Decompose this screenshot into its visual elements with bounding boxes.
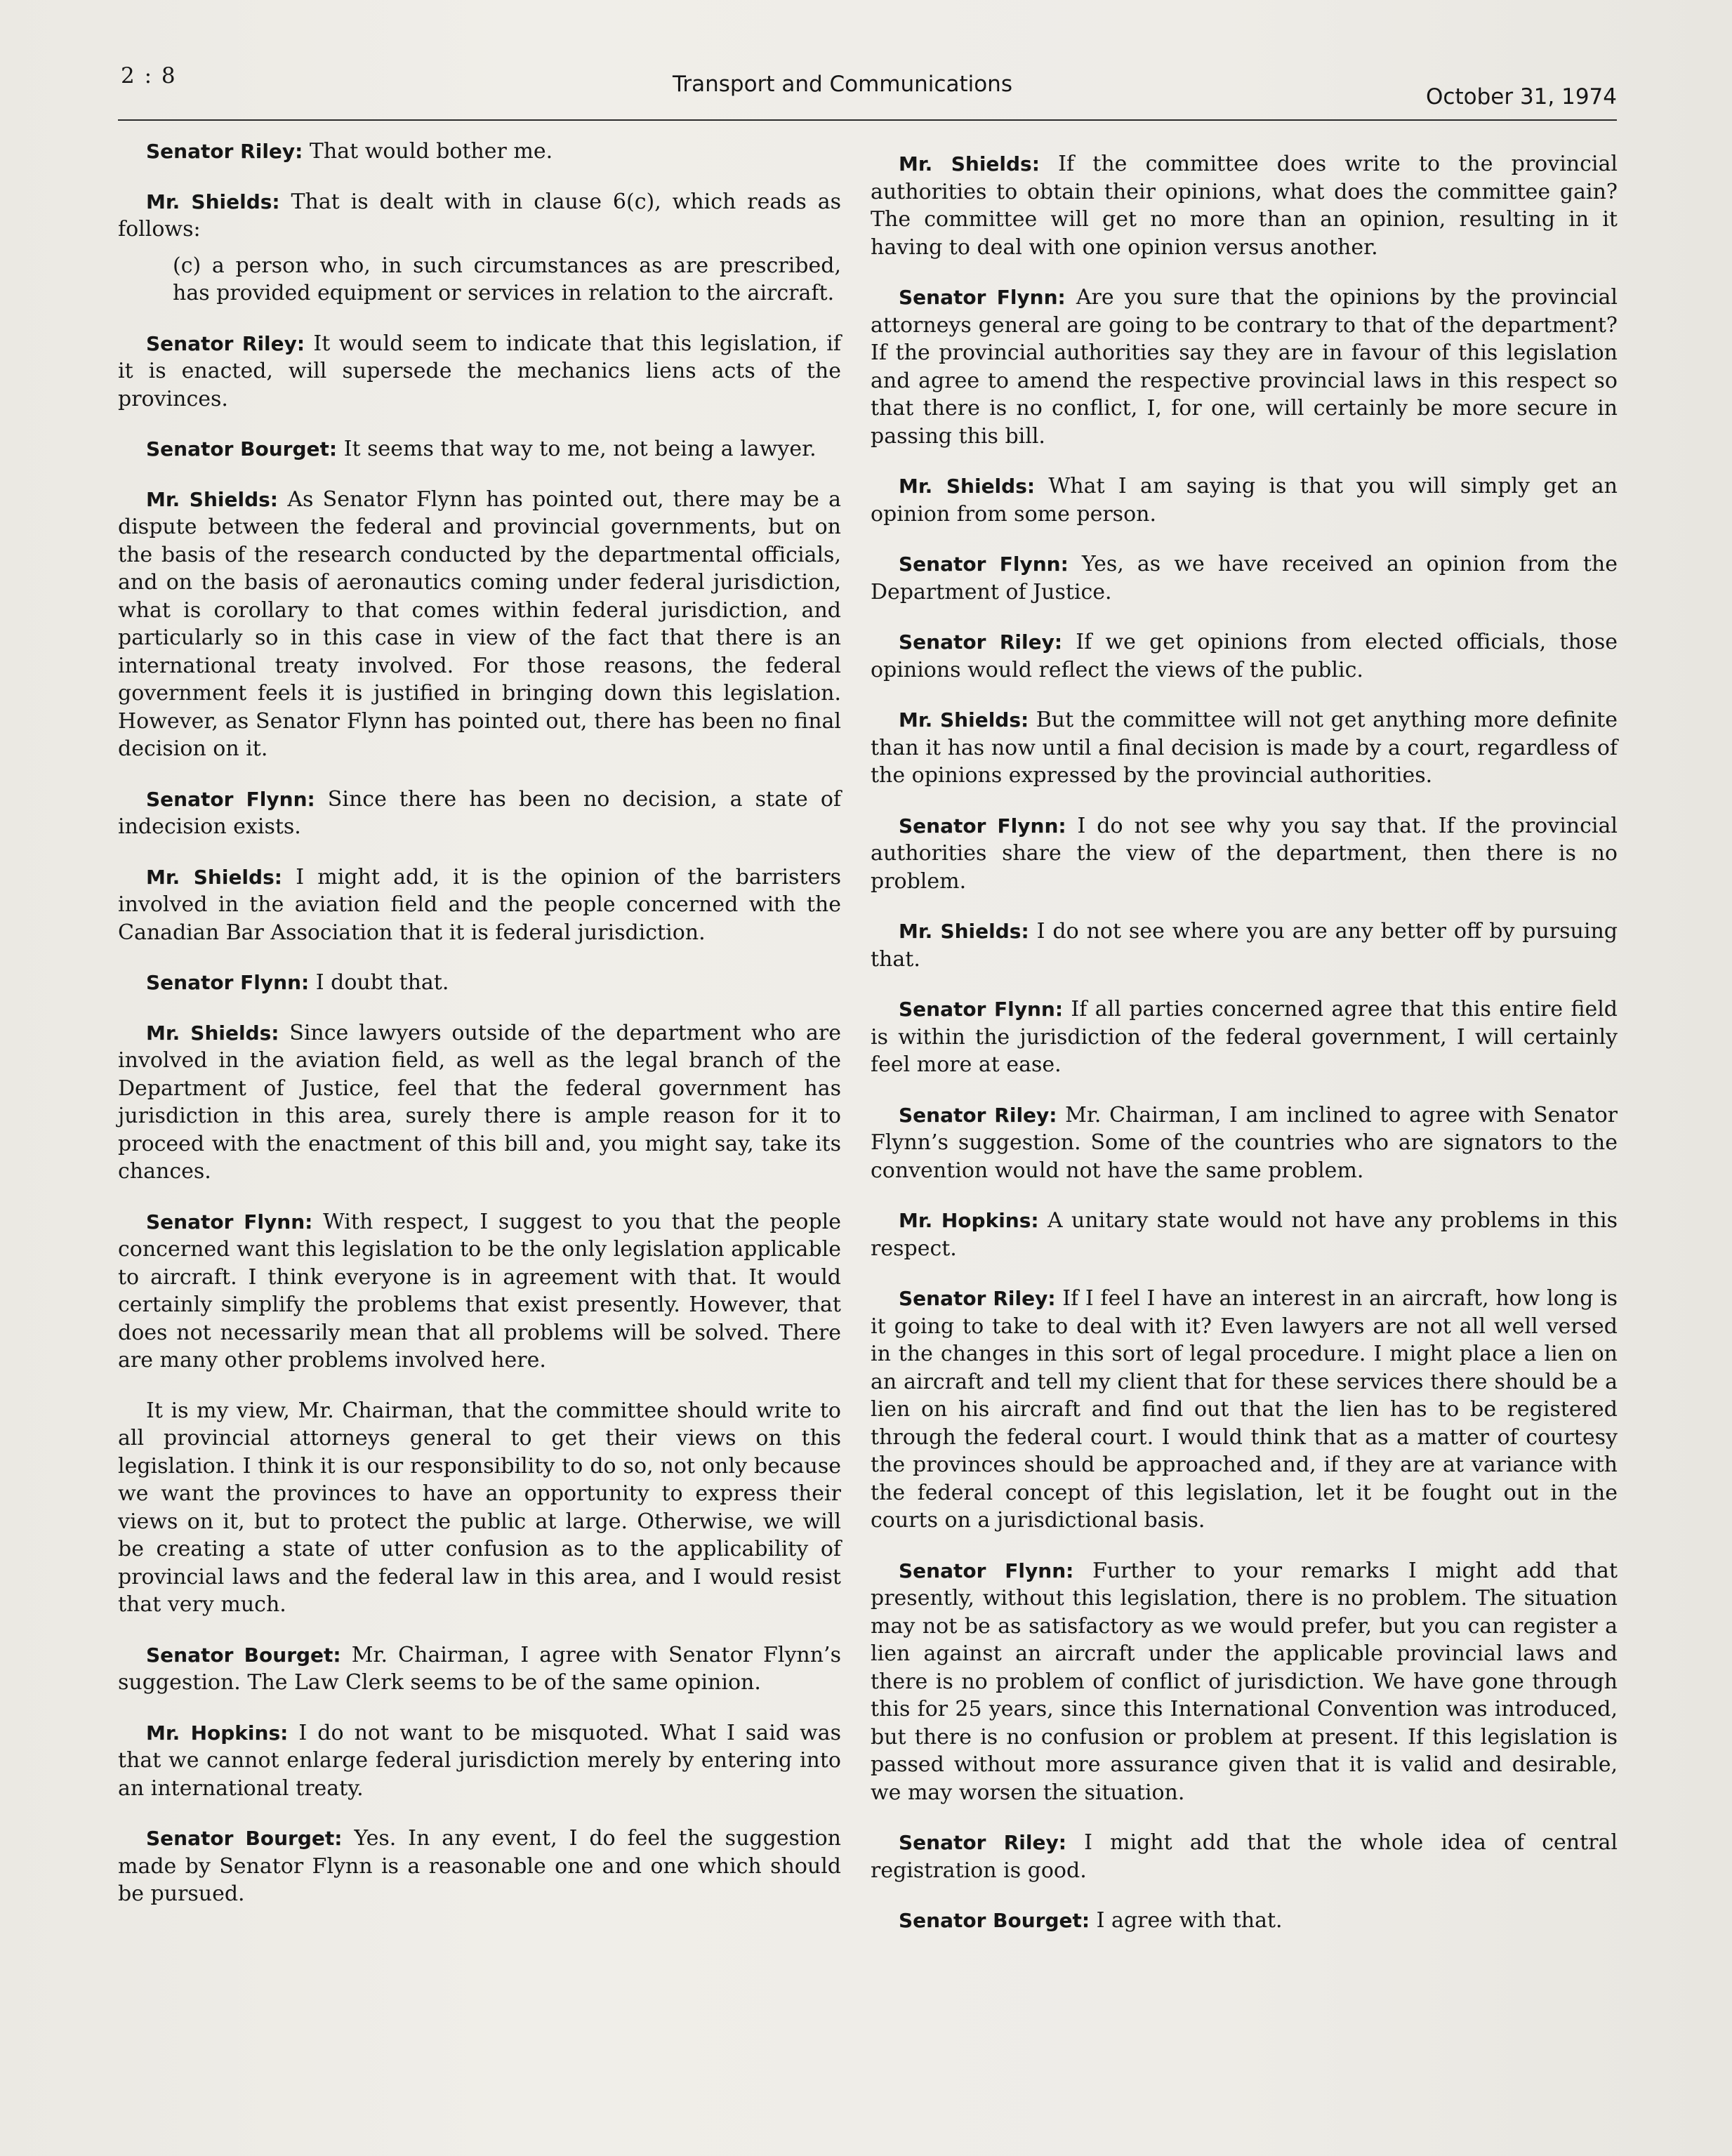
transcript-paragraph xyxy=(118,330,841,414)
speech-text: Since there has been no decision, a state of indecision exists. xyxy=(118,786,841,839)
speaker-name: Senator Flynn: xyxy=(899,814,1066,838)
speaker-name: Senator Riley: xyxy=(146,331,305,355)
transcript-paragraph xyxy=(871,150,1618,261)
speech-text: I agree with that. xyxy=(1096,1908,1283,1933)
speech-text: That is dealt with in clause 6(c), which reads as follows: xyxy=(118,189,841,242)
speaker-name: Mr. Shields: xyxy=(146,190,280,213)
speech-text: I might add that the whole idea of central registration is good. xyxy=(871,1830,1618,1883)
speech-text: If I feel I have an interest in an aircraft, how long is it going to take to deal with it? Even lawyers are not all well versed in the changes in this sort of legal procedure. I might place a lien on an aircraft and tell my client that for these services there should be a lien on his aircraft and find out that the lien has to be registered through the federal court. I would think that as a matter of courtesy the provinces should be approached and, if they are at variance with the federal concept of this legislation, let it be fought out in the courts on a jurisdictional basis. xyxy=(871,1286,1618,1533)
publication-title: Transport and Communications xyxy=(673,72,1012,97)
speech-text: As Senator Flynn has pointed out, there may be a dispute between the federal and provincial governments, but on the basis of the research conducted by the departmental officials, and on the basis of aeronautics coming under federal jurisdiction, what is corollary to that comes within federal jurisdiction, and particularly so in this case in view of the fact that there is an international treaty involved. For those reasons, the federal government feels it is justified in bringing down this legislation. However, as Senator Flynn has pointed out, there has been no final decision on it. xyxy=(118,487,842,761)
speech-text: If the committee does write to the provincial authorities to obtain their opinions, what does the committee gain? The committee will get no more than an opinion, resulting in it having to deal with one opinion versus another. xyxy=(871,152,1618,260)
speech-text: Mr. Chairman, I am inclined to agree with Senator Flynn’s suggestion. Some of the countries who are signators to the convention would not have the same problem. xyxy=(871,1102,1618,1183)
transcript-paragraph xyxy=(871,1207,1618,1262)
speech-text: It seems that way to me, not being a lawyer. xyxy=(343,437,817,461)
transcript-paragraph xyxy=(871,996,1618,1079)
speaker-name: Senator Riley: xyxy=(899,1831,1066,1854)
transcript-paragraph xyxy=(118,138,841,166)
speech-text: It is my view, Mr. Chairman, that the committee should write to all provincial attorneys general to get their views on this legislation. I think it is our responsibility to do so, not only because we want the provinces to have an opportunity to express their views on it, but to protect the public at large. Otherwise, we will be creating a state of utter confusion as to the applicability of provincial laws and the federal law in this area, and I would resist that very much. xyxy=(118,1398,841,1617)
speaker-name: Mr. Hopkins: xyxy=(146,1721,289,1745)
quoted-clause xyxy=(173,252,841,307)
transcript-paragraph xyxy=(118,864,841,947)
speaker-name: Senator Bourget: xyxy=(146,437,338,461)
speaker-name: Mr. Shields: xyxy=(899,708,1029,732)
speech-text: Since lawyers outside of the department who are involved in the aviation field, as well as the legal branch of the Department of Justice, feel that the federal government has jurisdiction in this area, surely there is ample reason for it to proceed with the enactment of this bill and, you might say, take its chances. xyxy=(118,1020,841,1184)
transcript-paragraph xyxy=(118,486,841,763)
transcript-paragraph xyxy=(118,1641,841,1697)
transcript-paragraph xyxy=(871,918,1618,973)
speaker-name: Mr. Hopkins: xyxy=(899,1209,1039,1232)
speaker-name: Senator Flynn: xyxy=(899,1559,1074,1582)
speech-text: But the committee will not get anything more definite than it has now until a final decision is made by a court, regardless of the opinions expressed by the provincial authorities. xyxy=(871,708,1618,788)
transcript-paragraph xyxy=(871,1557,1618,1807)
transcript-paragraph xyxy=(118,969,841,997)
transcript-paragraph xyxy=(871,1102,1618,1185)
speech-text: I do not see where you are any better off by pursuing that. xyxy=(871,919,1618,972)
speaker-name: Mr. Shields: xyxy=(146,865,282,889)
speaker-name: Senator Flynn: xyxy=(146,787,315,811)
speaker-name: Senator Riley: xyxy=(899,1287,1056,1310)
speaker-name: Senator Flynn: xyxy=(146,1210,313,1234)
transcript-paragraph xyxy=(118,1825,841,1908)
speaker-name: Senator Bourget: xyxy=(899,1909,1090,1932)
page-number: 2 : 8 xyxy=(121,63,177,88)
transcript-paragraph xyxy=(118,188,841,244)
speaker-name: Senator Riley: xyxy=(899,630,1063,654)
speaker-name: Mr. Shields: xyxy=(899,152,1040,176)
speech-text: With respect, I suggest to you that the people concerned want this legislation to be the only legislation applicable to aircraft. I think everyone is in agreement with that. It would certainly simplify the problems that exist presently. However, that does not necessarily mean that all problems will be solved. There are many other problems involved here. xyxy=(118,1209,841,1373)
page-header xyxy=(118,60,1617,121)
transcript-paragraph xyxy=(871,284,1618,450)
transcript-paragraph xyxy=(871,550,1618,606)
transcript-paragraph xyxy=(871,812,1618,896)
clause-text: (c) a person who, in such circumstances as are prescribed, has provided equipment or services in relation to the aircraft. xyxy=(173,253,841,305)
speech-text: If we get opinions from elected officials, those opinions would reflect the views of the public. xyxy=(871,630,1618,682)
transcript-paragraph xyxy=(871,1907,1618,1935)
speech-text: That would bother me. xyxy=(309,139,553,164)
transcript-paragraph xyxy=(118,1719,841,1803)
speech-text: I doubt that. xyxy=(315,970,449,995)
speaker-name: Senator Bourget: xyxy=(146,1643,341,1667)
speaker-name: Mr. Shields: xyxy=(899,920,1029,943)
speech-text: Are you sure that the opinions by the provincial attorneys general are going to be contrary to that of the department? If the provincial authorities say they are in favour of this legislation and agree to amend the respective provincial laws in this respect so that there is no conflict, I, for one, will certainly be more secure in passing this bill. xyxy=(871,285,1618,449)
speech-text: It would seem to indicate that this legislation, if it is enacted, will supersede the mechanics liens acts of the provinces. xyxy=(118,331,842,411)
speech-text: Further to your remarks I might add that presently, without this legislation, there is no problem. The situation may not be as satisfactory as we would prefer, but you can register a lien against an aircraft under the applicable provincial laws and there is no problem of conflict of jurisdiction. We have gone through this for 25 years, since this International Convention was introduced, but there is no confusion or problem at present. If this legislation is passed without more assurance given that it is valid and desirable, we may worsen the situation. xyxy=(871,1558,1618,1805)
transcript-paragraph xyxy=(871,1285,1618,1535)
speaker-name: Senator Riley: xyxy=(146,140,303,163)
speaker-name: Senator Flynn: xyxy=(899,286,1066,309)
speech-text: Mr. Chairman, I agree with Senator Flynn’s suggestion. The Law Clerk seems to be of the same opinion. xyxy=(118,1642,841,1695)
transcript-paragraph xyxy=(118,1208,841,1375)
speech-text: A unitary state would not have any problems in this respect. xyxy=(871,1208,1618,1261)
speaker-name: Senator Bourget: xyxy=(146,1827,343,1850)
speech-text: Yes, as we have received an opinion from the Department of Justice. xyxy=(871,552,1618,604)
left-column xyxy=(118,138,841,1931)
transcript-paragraph xyxy=(871,1829,1618,1884)
speaker-name: Mr. Shields: xyxy=(146,487,279,511)
right-column xyxy=(871,150,1618,1957)
speech-text: Yes. In any event, I do feel the suggestion made by Senator Flynn is a reasonable one and one which should be pursued. xyxy=(118,1826,841,1906)
publication-date: October 31, 1974 xyxy=(1426,84,1617,110)
transcript-paragraph xyxy=(118,1019,841,1186)
transcript-paragraph xyxy=(871,628,1618,684)
speech-text: If all parties concerned agree that this entire field is within the jurisdiction of the federal government, I will certainly feel more at ease. xyxy=(871,997,1618,1077)
transcript-paragraph xyxy=(118,1397,841,1619)
transcript-paragraph xyxy=(118,435,841,463)
speaker-name: Mr. Shields: xyxy=(146,1021,279,1045)
transcript-paragraph xyxy=(871,706,1618,790)
transcript-paragraph xyxy=(118,786,841,841)
speaker-name: Mr. Shields: xyxy=(899,475,1036,498)
speech-text: I do not want to be misquoted. What I said was that we cannot enlarge federal jurisdiction merely by entering into an international treaty. xyxy=(118,1720,842,1801)
speaker-name: Senator Flynn: xyxy=(146,971,310,994)
speaker-name: Senator Flynn: xyxy=(899,998,1064,1021)
speech-text: I do not see why you say that. If the provincial authorities share the view of the department, then there is no problem. xyxy=(871,813,1618,894)
transcript-paragraph xyxy=(871,472,1618,528)
speaker-name: Senator Riley: xyxy=(899,1103,1057,1127)
speaker-name: Senator Flynn: xyxy=(899,553,1069,576)
speech-text: I might add, it is the opinion of the barristers involved in the aviation field and the people concerned with the Canadian Bar Association that it is federal jurisdiction. xyxy=(118,864,841,945)
speech-text: What I am saying is that you will simply get an opinion from some person. xyxy=(871,474,1618,527)
